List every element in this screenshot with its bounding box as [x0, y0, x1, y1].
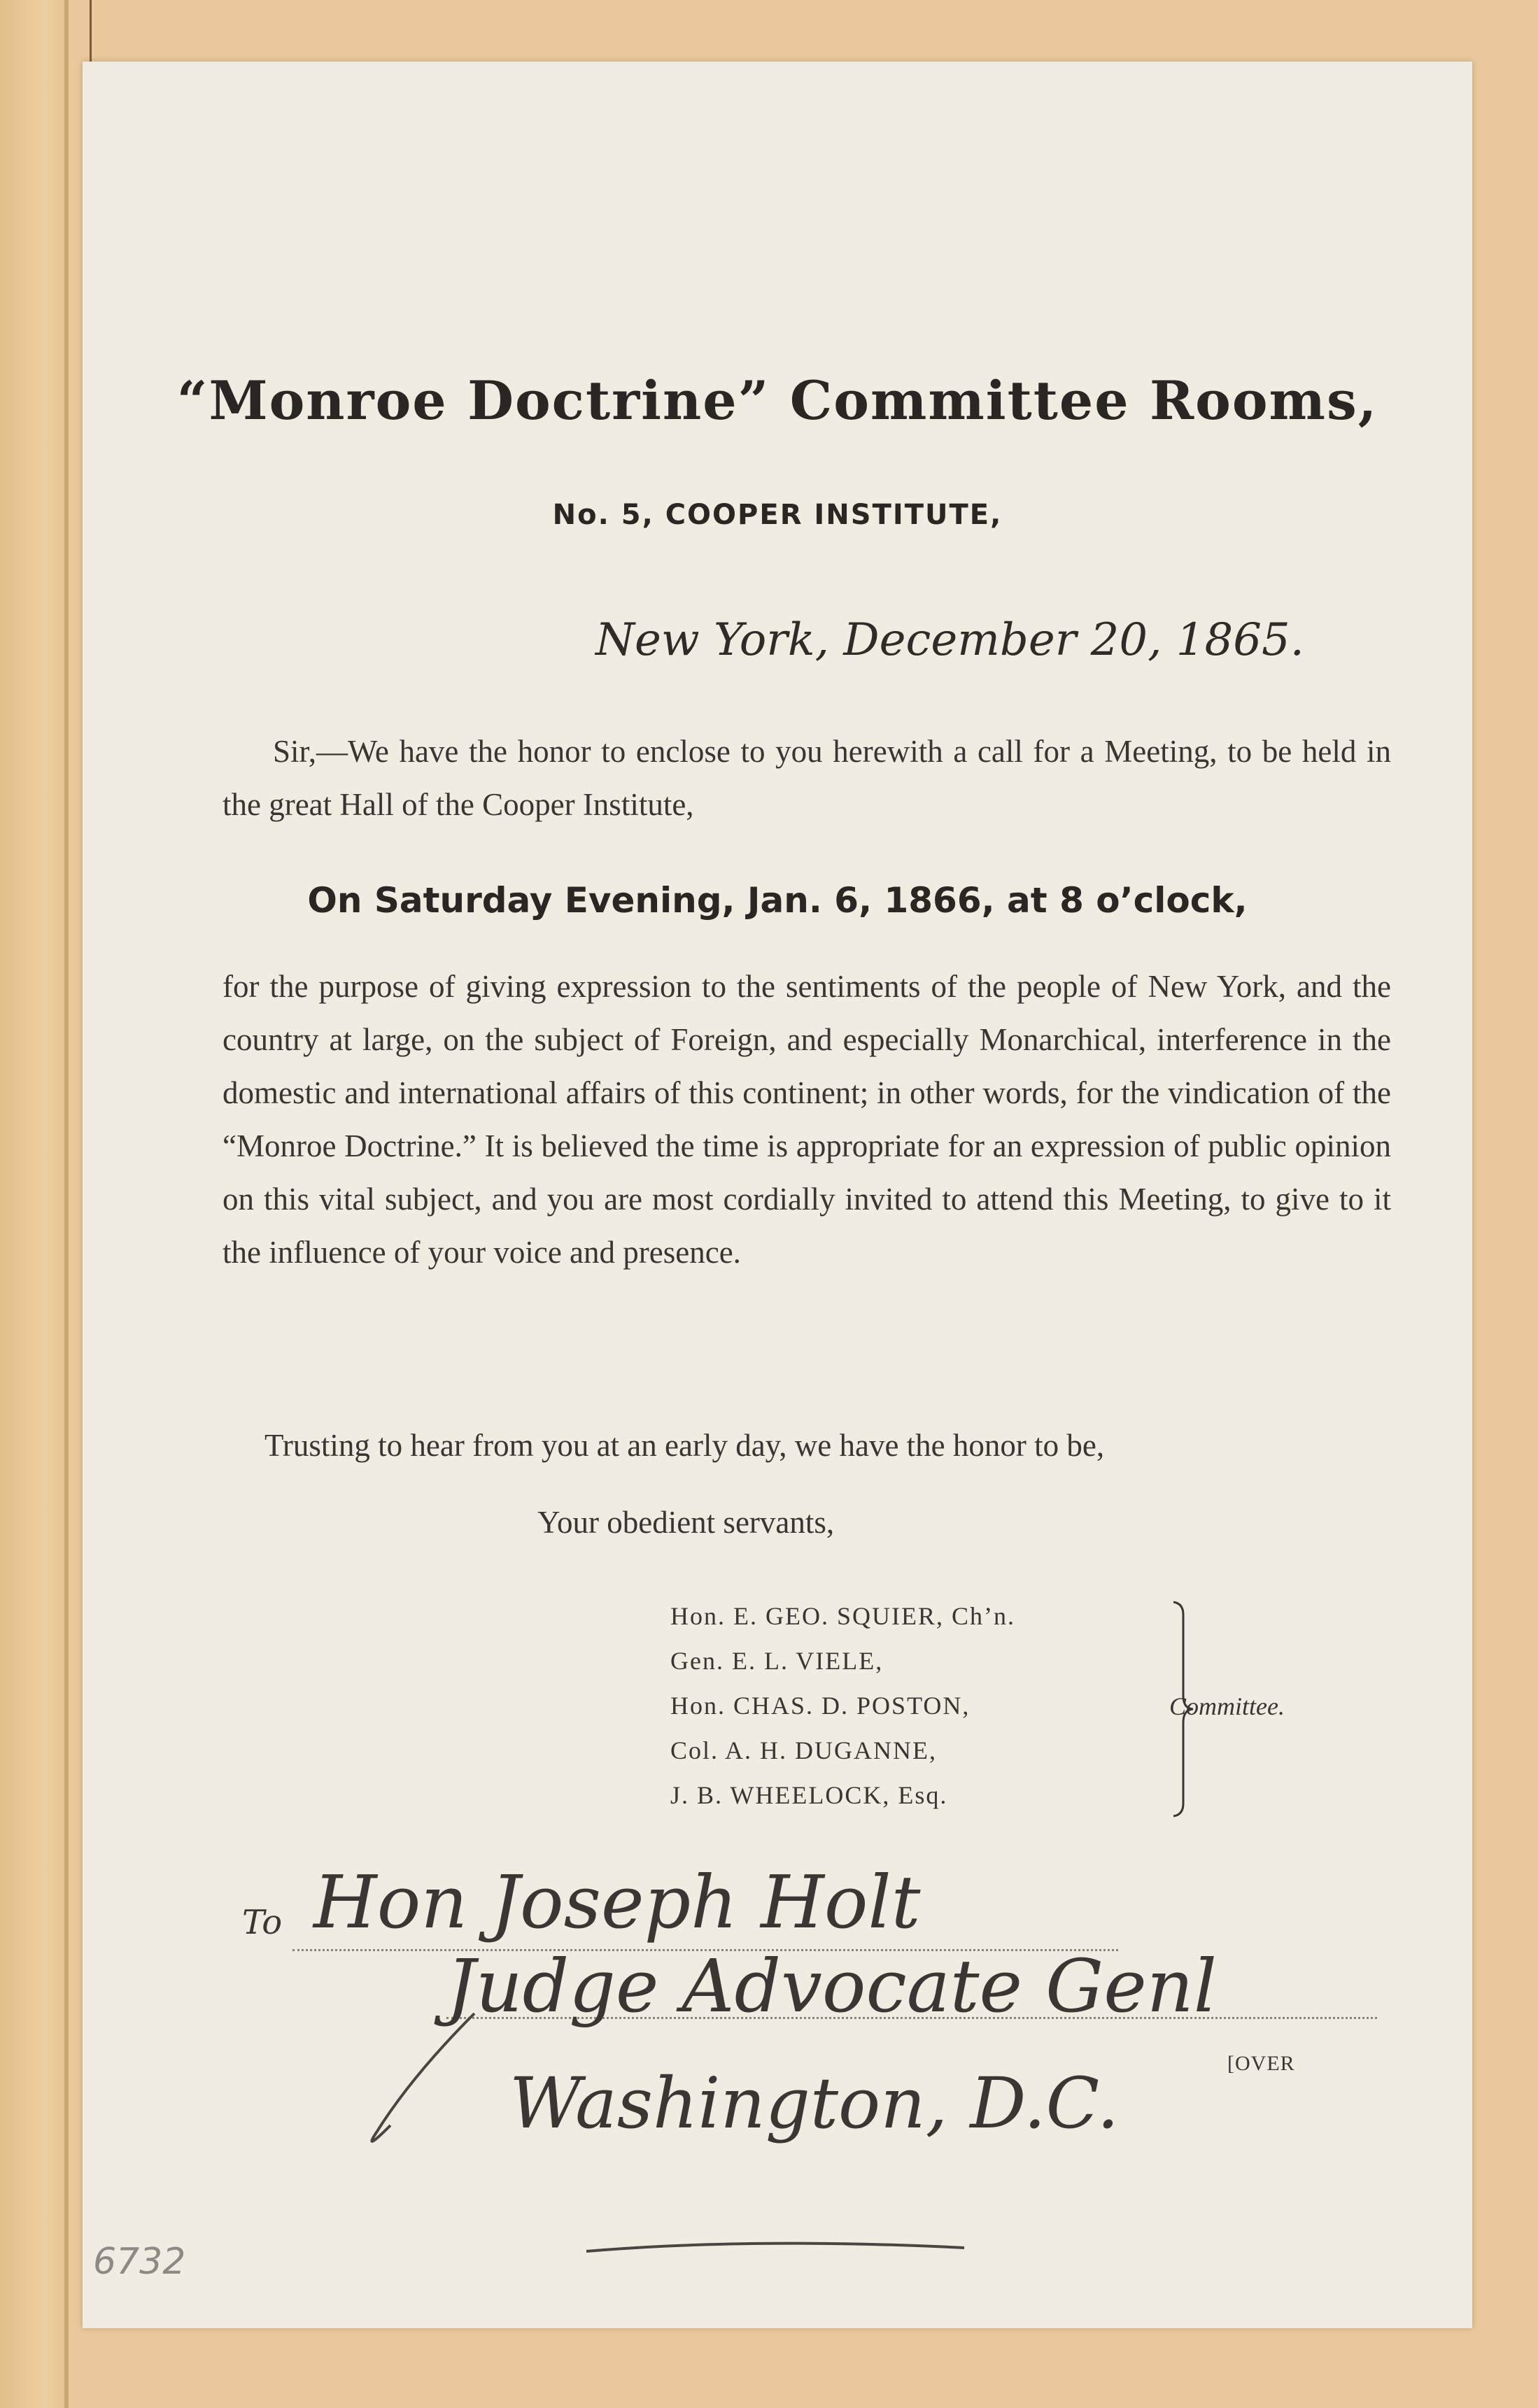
committee-member: Hon. E. GEO. SQUIER, Ch’n. [670, 1602, 1015, 1630]
committee-member: Gen. E. L. VIELE, [670, 1647, 884, 1675]
event-line: On Saturday Evening, Jan. 6, 1866, at 8 o’clock, [307, 880, 1248, 921]
to-label: To [242, 1903, 283, 1942]
committee-label: Committee. [1169, 1692, 1285, 1720]
letterhead-address: No. 5, COOPER INSTITUTE, [552, 499, 1003, 531]
mounting-rule [90, 0, 92, 63]
addressee-name: Hon Joseph Holt [313, 1860, 921, 1945]
handwriting-flourish [83, 62, 1472, 2328]
archive-number: 6732 [93, 2241, 186, 2283]
letterhead-title: “Monroe Doctrine” Committee Rooms, [176, 369, 1378, 432]
letter-date: New York, December 20, 1865. [595, 614, 1304, 666]
intro-paragraph: Sir,—We have the honor to enclose to you herewith a call for a Meeting, to be held in the great Hall of the Cooper Institute, [223, 734, 1391, 822]
committee-member: Col. A. H. DUGANNE, [670, 1736, 938, 1764]
closing-paragraph: Trusting to hear from you at an early day, we have the honor to be, [264, 1428, 1105, 1463]
mounting-edge [64, 0, 69, 2408]
letter-page [83, 62, 1472, 2328]
mounting-board [0, 0, 64, 2408]
over-note: [OVER [1227, 2052, 1295, 2075]
purpose-paragraph: for the purpose of giving expression to the sentiments of the people of New York, and the country at large, on the subject of Foreign, and especially Monarchical, interference in the domestic and international affairs of this continent; in other words, for the vindication of the “Monroe Doctrine.” It is believed the time is appropriate for an expression of public opinion on this vital subject, and you are most cordially invited to attend this Meeting, to give to it the influence of your voice and presence. [223, 969, 1391, 1270]
addressee-title: Judge Advocate Genl [446, 1943, 1217, 2029]
addressee-location: Washington, D.C. [509, 2062, 1120, 2144]
valediction: Your obedient servants, [537, 1505, 835, 1540]
committee-member: Hon. CHAS. D. POSTON, [670, 1692, 971, 1720]
committee-member: J. B. WHEELOCK, Esq. [670, 1781, 948, 1809]
